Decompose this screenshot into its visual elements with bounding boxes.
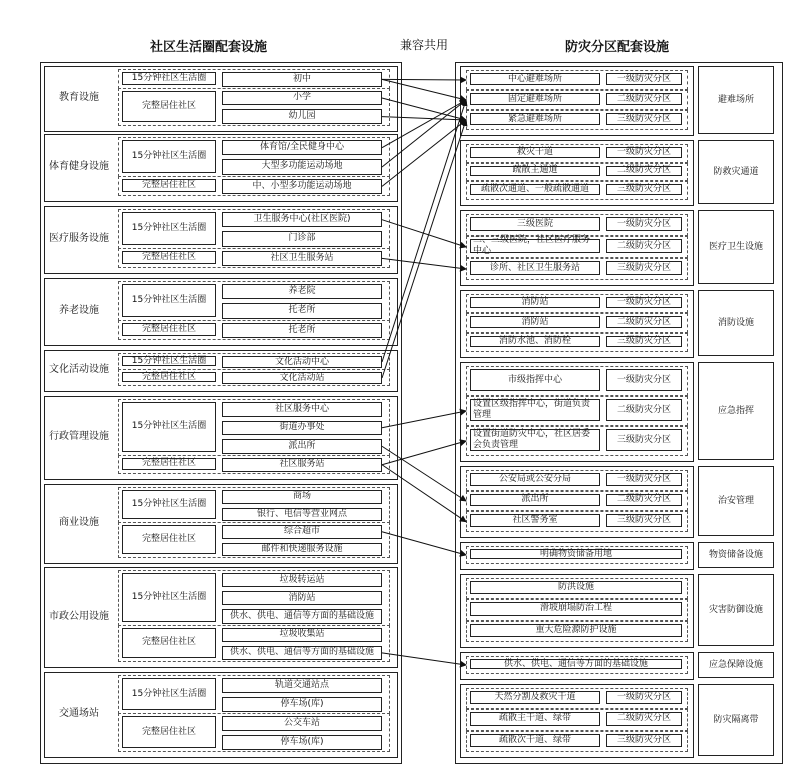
facility-item: 幼儿园 <box>222 109 382 124</box>
zone-facility: 疏散次干道、绿带 <box>470 734 600 747</box>
zone-facility: 天然分割及救灾干道 <box>470 691 600 704</box>
right-group-name: 物资储备设施 <box>698 542 774 568</box>
zone-facility: 消防站 <box>470 297 600 308</box>
tier-label: 完整居住社区 <box>122 525 216 554</box>
facility-item: 街道办事处 <box>222 421 382 436</box>
zone-level: 三级防灾分区 <box>606 336 682 347</box>
facility-item: 轨道交通站点 <box>222 678 382 693</box>
zone-level: 三级防灾分区 <box>606 113 682 125</box>
facility-item: 银行、电信等营业网点 <box>222 508 382 522</box>
facility-item: 垃圾收集站 <box>222 628 382 642</box>
right-group-name: 避难场所 <box>698 66 774 134</box>
zone-facility: 重大危险源防护设施 <box>470 624 682 637</box>
zone-facility: 供水、供电、通信等方面的基础设施 <box>470 659 682 669</box>
facility-item: 文化活动中心 <box>222 356 382 368</box>
right-group-name: 治安管理 <box>698 466 774 536</box>
facility-item: 停车场(库) <box>222 735 382 750</box>
zone-level: 一级防灾分区 <box>606 217 682 231</box>
zone-facility: 公安局或公安分局 <box>470 473 600 486</box>
left-group-name: 商业设施 <box>59 517 99 528</box>
middle-title: 兼容共用 <box>400 38 449 52</box>
zone-facility: 设置街道防灾中心，社区居委会负责管理 <box>470 429 600 451</box>
facility-item: 托老所 <box>222 323 382 338</box>
facility-item: 社区服务中心 <box>222 402 382 417</box>
tier-label: 完整居住社区 <box>122 91 216 122</box>
zone-level: 二级防灾分区 <box>606 93 682 105</box>
left-title: 社区生活圈配套设施 <box>150 40 268 55</box>
facility-item: 社区服务站 <box>222 458 382 473</box>
zone-facility: 消防水池、消防栓 <box>470 336 600 347</box>
zone-level: 一级防灾分区 <box>606 369 682 391</box>
facility-item: 停车场(库) <box>222 697 382 712</box>
facility-item: 小学 <box>222 91 382 106</box>
facility-item: 社区卫生服务站 <box>222 251 382 266</box>
facility-item: 商场 <box>222 490 382 504</box>
facility-item: 大型多功能运动场地 <box>222 159 382 174</box>
right-group-name: 应急指挥 <box>698 362 774 460</box>
tier-label: 15分钟社区生活圈 <box>122 402 216 452</box>
zone-level: 二级防灾分区 <box>606 494 682 507</box>
tier-label: 15分钟社区生活圈 <box>122 490 216 519</box>
zone-level: 二级防灾分区 <box>606 712 682 725</box>
zone-facility: 滑坡崩塌防治工程 <box>470 602 682 615</box>
zone-facility: 设置区级指挥中心，街道负责管理 <box>470 399 600 421</box>
zone-facility: 明确物资储备用地 <box>470 549 682 559</box>
tier-label: 完整居住社区 <box>122 372 216 382</box>
zone-facility: 中心避难场所 <box>470 73 600 85</box>
left-group-name: 文化活动设施 <box>49 364 109 375</box>
facility-item: 消防站 <box>222 591 382 605</box>
facility-item: 综合超市 <box>222 525 382 539</box>
tier-label: 完整居住社区 <box>122 251 216 264</box>
right-group-name: 防救灾通道 <box>698 140 774 204</box>
left-group-name: 行政管理设施 <box>49 431 109 442</box>
facility-item: 文化活动站 <box>222 372 382 384</box>
zone-facility: 疏散次通道、一般疏散通道 <box>470 184 600 195</box>
right-group-name: 消防设施 <box>698 290 774 356</box>
zone-level: 二级防灾分区 <box>606 316 682 327</box>
zone-level: 一级防灾分区 <box>606 73 682 85</box>
left-group-name: 医疗服务设施 <box>49 233 109 244</box>
zone-facility: 疏散主通道 <box>470 166 600 177</box>
facility-item: 中、小型多功能运动场地 <box>222 179 382 194</box>
zone-level: 一级防灾分区 <box>606 297 682 308</box>
zone-level: 一级防灾分区 <box>606 147 682 158</box>
zone-facility: 救灾干道 <box>470 147 600 158</box>
zone-level: 三级防灾分区 <box>606 734 682 747</box>
facility-item: 邮件和快递服务设施 <box>222 543 382 557</box>
zone-level: 三级防灾分区 <box>606 514 682 527</box>
facility-item: 卫生服务中心(社区医院) <box>222 212 382 227</box>
zone-facility: 社区警务室 <box>470 514 600 527</box>
zone-level: 一级防灾分区 <box>606 691 682 704</box>
tier-label: 完整居住社区 <box>122 716 216 748</box>
facility-item: 派出所 <box>222 439 382 454</box>
zone-level: 一级防灾分区 <box>606 473 682 486</box>
facility-item: 体育馆/全民健身中心 <box>222 140 382 155</box>
zone-level: 二级防灾分区 <box>606 166 682 177</box>
facility-item: 养老院 <box>222 284 382 299</box>
zone-facility: 市级指挥中心 <box>470 369 600 391</box>
left-group-name: 体育健身设施 <box>49 161 109 172</box>
left-group-name: 教育设施 <box>59 92 99 103</box>
zone-facility: 疏散主干道、绿带 <box>470 712 600 725</box>
zone-level: 三级防灾分区 <box>606 261 682 275</box>
tier-label: 15分钟社区生活圈 <box>122 212 216 245</box>
left-group-name: 市政公用设施 <box>49 610 109 622</box>
tier-label: 完整居住社区 <box>122 179 216 192</box>
zone-facility: 防洪设施 <box>470 581 682 594</box>
right-title: 防灾分区配套设施 <box>565 40 670 55</box>
facility-item: 门诊部 <box>222 231 382 246</box>
zone-facility: 紧急避难场所 <box>470 113 600 125</box>
tier-label: 15分钟社区生活圈 <box>122 573 216 622</box>
tier-label: 15分钟社区生活圈 <box>122 678 216 710</box>
left-group-name: 养老设施 <box>59 305 99 316</box>
zone-level: 三级防灾分区 <box>606 184 682 195</box>
left-group-name: 交通场站 <box>59 708 99 719</box>
facility-item: 初中 <box>222 72 382 87</box>
tier-label: 完整居住社区 <box>122 628 216 658</box>
zone-level: 三级防灾分区 <box>606 429 682 451</box>
right-group-name: 医疗卫生设施 <box>698 210 774 284</box>
zone-level: 二级防灾分区 <box>606 239 682 253</box>
tier-label: 完整居住社区 <box>122 458 216 471</box>
right-group-name: 灾害防御设施 <box>698 574 774 646</box>
zone-facility: 三级医院 <box>470 217 600 231</box>
right-group-name: 防灾隔离带 <box>698 684 774 756</box>
tier-label: 15分钟社区生活圈 <box>122 356 216 366</box>
zone-facility: 派出所 <box>470 494 600 507</box>
facility-item: 供水、供电、通信等方面的基础设施 <box>222 646 382 660</box>
zone-facility: 消防站 <box>470 316 600 327</box>
zone-facility: 二、三级医院，社区医疗服务中心 <box>470 239 600 253</box>
facility-item: 公交车站 <box>222 716 382 731</box>
zone-facility: 诊所、社区卫生服务站 <box>470 261 600 275</box>
facility-item: 垃圾转运站 <box>222 573 382 587</box>
tier-label: 15分钟社区生活圈 <box>122 284 216 317</box>
zone-level: 二级防灾分区 <box>606 399 682 421</box>
facility-item: 供水、供电、通信等方面的基础设施 <box>222 609 382 623</box>
facility-item: 托老所 <box>222 303 382 318</box>
tier-label: 15分钟社区生活圈 <box>122 72 216 85</box>
tier-label: 15分钟社区生活圈 <box>122 140 216 173</box>
zone-facility: 固定避难场所 <box>470 93 600 105</box>
tier-label: 完整居住社区 <box>122 323 216 336</box>
right-group-name: 应急保障设施 <box>698 652 774 678</box>
